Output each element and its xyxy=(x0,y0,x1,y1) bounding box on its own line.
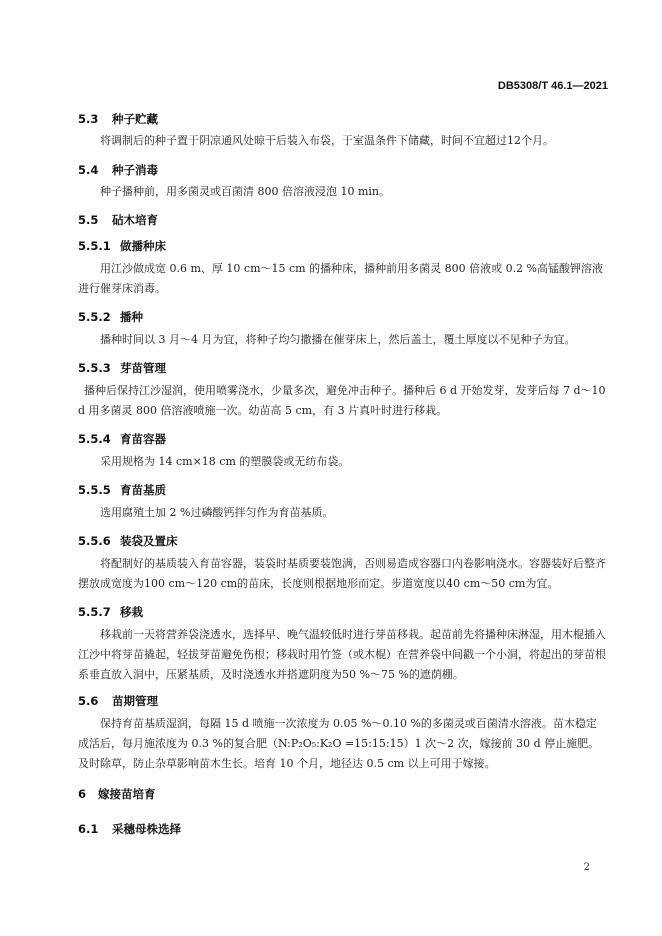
section-heading-5-5-6 xyxy=(78,533,178,549)
section-number: 5.6 xyxy=(78,694,99,708)
section-number: 5.5.6 xyxy=(78,534,111,548)
section-number: 5.3 xyxy=(78,112,99,126)
section-heading-5-4 xyxy=(78,162,158,178)
section-heading-5-5 xyxy=(78,212,158,228)
section-title: 苗期管理 xyxy=(112,694,158,708)
section-title: 做播种床 xyxy=(120,239,166,253)
section-heading-5-5-1 xyxy=(78,238,166,254)
section-text-5-5-1: 用江沙做成宽 0.6 m、厚 10 cm～15 cm 的播种床，播种前用多菌灵 800 倍液或 0.2 %高锰酸钾溶液进行催芽床消毒。 xyxy=(78,262,604,295)
section-text-5-5-4: 采用规格为 14 cm×18 cm 的塑膜袋或无纺布袋。 xyxy=(100,455,350,468)
section-title: 装袋及置床 xyxy=(120,534,178,548)
section-number: 5.5.3 xyxy=(78,361,111,375)
section-text-5-3: 将调制后的种子置于阴凉通风处晾干后装入布袋，于室温条件下储藏，时间不宜超过12个月。 xyxy=(100,134,554,147)
section-number: 5.5.2 xyxy=(78,310,111,324)
section-title: 种子消毒 xyxy=(112,163,158,177)
section-text-5-6: 保持育苗基质湿润，每隔 15 d 喷施一次浓度为 0.05 %～0.10 %的多菌灵或百菌清水溶液。苗木稳定成活后，每月施浓度为 0.3 %的复合肥（N:P₂O₅:K₂O =15:15:15）1 次～2 次，嫁接前 30 d 停止施肥。及时除草，防止杂草影响苗木生长。培育 10 个月，地径达 0.5 cm 以上可用于嫁接。 xyxy=(78,717,600,770)
section-title: 播种 xyxy=(120,310,143,324)
section-title: 砧木培育 xyxy=(112,213,158,227)
document-code: DB5308/T 46.1—2021 xyxy=(497,80,608,92)
section-text-5-5-5: 选用腐殖土加 2 %过磷酸钙拌匀作为育苗基质。 xyxy=(100,506,334,519)
section-heading-6 xyxy=(78,786,156,802)
section-heading-5-6 xyxy=(78,693,158,709)
section-number: 5.5.7 xyxy=(78,605,111,619)
section-number: 5.5 xyxy=(78,213,99,227)
section-number: 6.1 xyxy=(78,822,99,836)
section-heading-5-5-4 xyxy=(78,431,166,447)
section-text-5-5-3: 播种后保持江沙湿润，使用喷雾浇水，少量多次，避免冲击种子。播种后 6 d 开始发芽，发芽后每 7 d～10 d 用多菌灵 800 倍溶液喷施一次。幼苗高 5 cm，有 3 片真叶时进行移栽。 xyxy=(78,384,606,417)
section-text-5-4: 种子播种前，用多菌灵或百菌清 800 倍溶液浸泡 10 min。 xyxy=(100,185,391,198)
section-heading-5-5-7 xyxy=(78,604,143,620)
section-title: 种子贮藏 xyxy=(112,112,158,126)
section-number: 5.4 xyxy=(78,163,99,177)
section-number: 5.5.4 xyxy=(78,432,111,446)
section-heading-6-1 xyxy=(78,821,181,837)
page-number: 2 xyxy=(583,862,590,873)
section-title: 育苗基质 xyxy=(120,483,166,497)
section-heading-5-3 xyxy=(78,111,158,127)
section-heading-5-5-3 xyxy=(78,360,166,376)
section-number: 5.5.1 xyxy=(78,239,111,253)
section-title: 嫁接苗培育 xyxy=(98,787,156,801)
section-title: 采穗母株选择 xyxy=(112,822,181,836)
section-text-5-5-6: 将配制好的基质装入育苗容器，装袋时基质要装饱满，否则易造成容器口内卷影响浇水。容器装好后整齐摆放成宽度为100 cm～120 cm的苗床，长度则根据地形而定。步道宽度以40 cm～50 cm为宜。 xyxy=(78,557,606,590)
section-heading-5-5-2 xyxy=(78,309,143,325)
section-heading-5-5-5 xyxy=(78,482,166,498)
section-title: 移栽 xyxy=(120,605,143,619)
section-number: 6 xyxy=(78,787,87,801)
section-title: 育苗容器 xyxy=(120,432,166,446)
section-title: 芽苗管理 xyxy=(120,361,166,375)
section-text-5-5-7: 移栽前一天将营养袋浇透水，选择早、晚气温较低时进行芽苗移栽。起苗前先将播种床淋湿，用木棍插入江沙中将芽苗撬起，轻拔芽苗避免伤根；移栽时用竹签（或木棍）在营养袋中间戳一个小洞，将起出的芽苗根系垂直放入洞中，压紧基质，及时浇透水并搭遮阴度为50 %～75 %的遮荫棚。 xyxy=(78,628,606,681)
section-text-5-5-2: 播种时间以 3 月～4 月为宜，将种子均匀撒播在催芽床上，然后盖土，覆土厚度以不见种子为宜。 xyxy=(100,333,576,346)
section-number: 5.5.5 xyxy=(78,483,111,497)
